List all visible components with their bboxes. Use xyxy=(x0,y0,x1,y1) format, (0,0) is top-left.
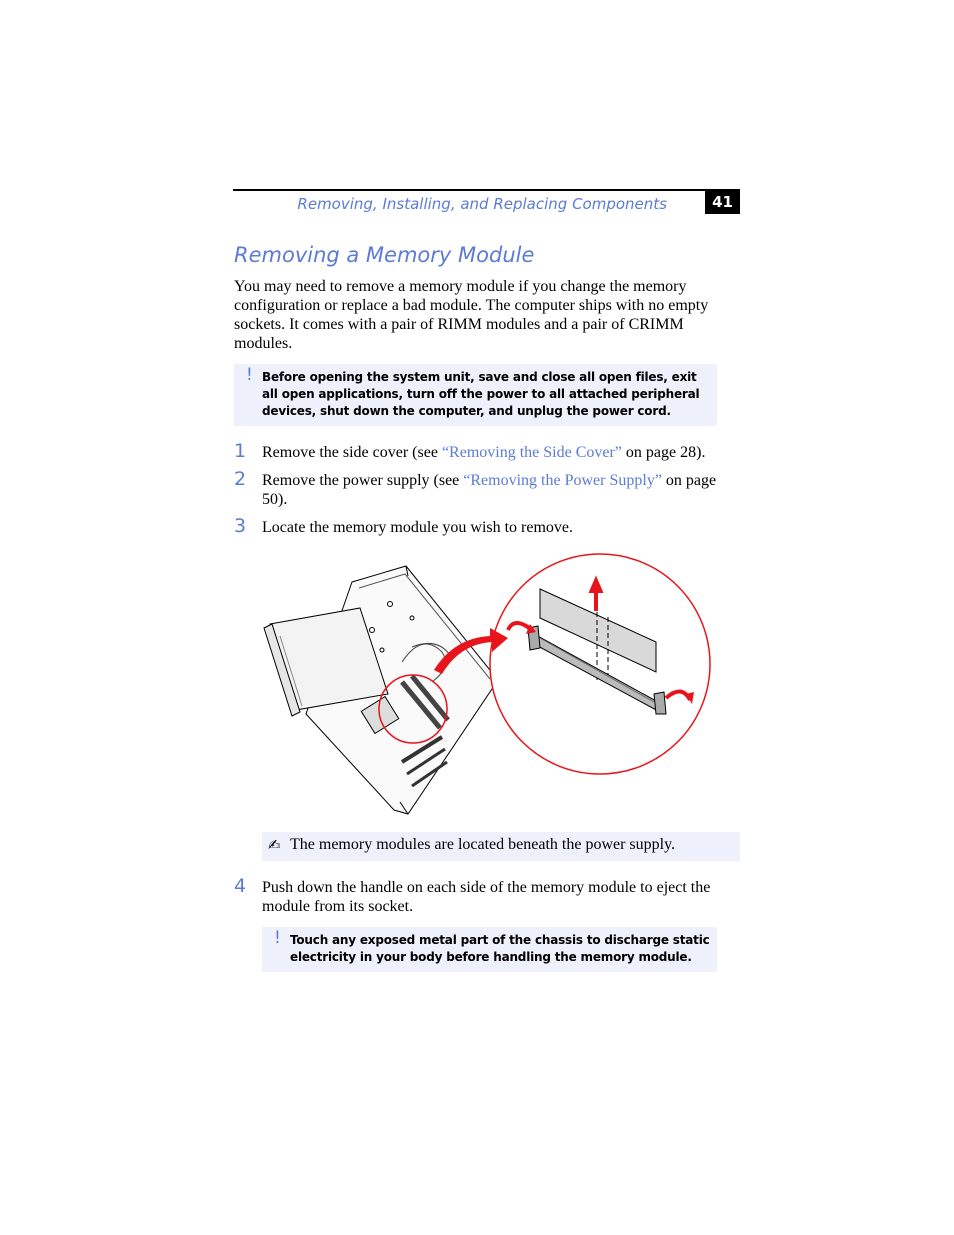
memory-module-illustration xyxy=(262,552,712,817)
section-title: Removing a Memory Module xyxy=(234,243,535,267)
note-box xyxy=(262,832,740,861)
step-3-text: Locate the memory module you wish to remove. xyxy=(262,519,574,536)
intro-paragraph: You may need to remove a memory module if you change the memory configuration or replace a bad module. The computer ships with no empty sockets. It comes with a pair of RIMM modules and a pair of CRIMM modules. xyxy=(234,278,709,352)
pen-icon: ✍ xyxy=(268,836,281,854)
running-header: Removing, Installing, and Replacing Components xyxy=(297,195,667,213)
note-text: The memory modules are located beneath the power supply. xyxy=(290,836,676,853)
step-1-link[interactable]: “Removing the Side Cover” xyxy=(441,444,622,461)
step-1-text xyxy=(262,443,732,462)
step-1-number: 1 xyxy=(234,440,247,462)
step-text: on page 28). xyxy=(621,444,706,461)
caution-icon: ! xyxy=(274,928,281,948)
step-4-text: Push down the handle on each side of the memory module to eject the module from its socket. xyxy=(262,879,711,915)
caution-text: Before opening the system unit, save and close all open files, exit all open applications, turn off the power to all attached peripheral devices, shut down the computer, and unplug the power cord. xyxy=(262,370,700,418)
header-rule xyxy=(233,189,740,191)
page-number: 41 xyxy=(705,191,740,214)
caution-text: Touch any exposed metal part of the chassis to discharge static electricity in your body before handling the memory module. xyxy=(290,933,710,964)
step-text: Remove the power supply (see xyxy=(262,472,464,489)
step-3-number: 3 xyxy=(234,515,247,537)
step-4-number: 4 xyxy=(234,875,247,897)
caution-box-1 xyxy=(234,364,717,426)
step-2-text xyxy=(262,471,732,509)
caution-box-2 xyxy=(262,927,717,972)
step-2-link[interactable]: “Removing the Power Supply” xyxy=(463,472,662,489)
caution-icon: ! xyxy=(246,365,253,385)
step-text: on page 50). xyxy=(262,472,717,508)
step-text: Remove the side cover (see xyxy=(262,444,442,461)
step-2-number: 2 xyxy=(234,468,247,490)
